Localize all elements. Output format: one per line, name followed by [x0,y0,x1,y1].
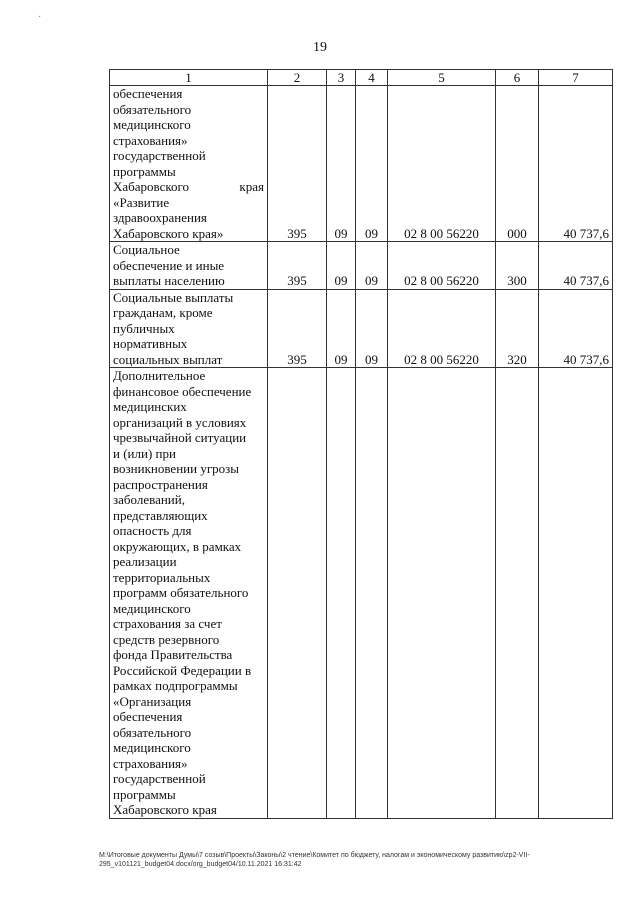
code-cell: 395 [268,86,327,242]
target-article-cell [388,368,496,819]
row-name-line: опасность для [113,523,192,538]
row-name-line: страхования за счет [113,616,222,631]
row-name-cell [110,86,268,242]
table-row [110,368,613,819]
section-cell: 09 [327,242,356,290]
table-row [110,289,613,368]
code-cell: 395 [268,242,327,290]
row-name-line: нормативных [113,336,188,351]
header-col-7: 7 [539,70,613,86]
row-name-line: средств резервного [113,631,220,647]
row-name-line: публичных [113,320,175,336]
amount-cell: 40 737,6 [539,86,613,242]
table-body [110,86,613,819]
row-name-line: Хабаровского края «Развитие [113,179,264,210]
row-name-line: «Организация [113,693,192,709]
section-cell: 09 [327,86,356,242]
expense-type-cell: 320 [496,289,539,368]
expense-type-cell [496,368,539,819]
header-col-1: 1 [110,70,268,86]
budget-table [109,69,613,819]
row-name-line: заболеваний, [113,492,185,507]
row-name-line: Хабаровского края» [113,225,224,241]
header-col-4: 4 [356,70,388,86]
expense-type-cell: 000 [496,86,539,242]
row-name-line: возникновении угрозы [113,461,240,476]
row-name-cell [110,242,268,290]
amount-cell: 40 737,6 [539,242,613,290]
row-name-line: окружающих, в рамках [113,538,242,554]
row-name-line: медицинского [113,600,191,616]
row-name-line: обеспечения [113,709,183,724]
row-name-line: Российской Федерации в [113,662,252,678]
row-name-line: выплаты населению [113,273,225,288]
row-name-line: государственной [113,771,206,786]
subsection-cell: 09 [356,86,388,242]
row-name-line: Социальное [113,242,180,257]
row-name-line: представляющих [113,507,208,523]
row-name-line: чрезвычайной ситуации [113,430,247,445]
row-name-line: реализации [113,554,177,569]
row-name-cell [110,368,268,819]
row-name-line: фонда Правительства [113,647,233,662]
row-name-line: обязательного [113,101,192,117]
header-col-5: 5 [388,70,496,86]
row-name-line: Хабаровского края [113,802,217,817]
target-article-cell: 02 8 00 56220 [388,86,496,242]
section-cell [327,368,356,819]
amount-cell [539,368,613,819]
row-name-line: и (или) при [113,445,176,461]
subsection-cell: 09 [356,289,388,368]
amount-cell: 40 737,6 [539,289,613,368]
row-name-cell [110,289,268,368]
header-col-3: 3 [327,70,356,86]
page-number: 19 [313,40,327,55]
row-name-line: страхования» [113,755,188,771]
section-cell: 09 [327,289,356,368]
row-name-line: распространения [113,476,208,492]
row-name-line: медицинского [113,117,191,132]
row-name-line: гражданам, кроме [113,305,213,320]
header-col-2: 2 [268,70,327,86]
row-name-line: рамках подпрограммы [113,678,238,693]
table-row [110,86,613,242]
margin-mark: · [38,12,42,23]
row-name-line: финансовое обеспечение [113,383,252,399]
row-name-line: социальных выплат [113,351,223,367]
header-row [110,70,613,86]
row-name-line: программы [113,786,176,802]
row-name-line: программ обязательного [113,585,249,600]
target-article-cell: 02 8 00 56220 [388,242,496,290]
expense-type-cell: 300 [496,242,539,290]
row-name-line: Дополнительное [113,368,206,383]
row-name-line: Социальные выплаты [113,289,234,305]
row-name-line: обязательного [113,724,192,740]
subsection-cell [356,368,388,819]
row-name-line: программы [113,163,176,179]
row-name-line: обеспечение и иные [113,257,225,273]
row-name-line: медицинского [113,740,191,755]
row-name-line: обеспечения [113,86,183,101]
footer-file-path: M:\Итоговые документы Думы\7 созыв\Проекты\Законы\2 чтение\Комитет по бюджету, налогам и экономическому развитию\zp2-VII-295_v101121_budget04.docx/org_budget04/10.11.2021 16:31:42 [99,852,530,868]
code-cell [268,368,327,819]
row-name-line: здравоохранения [113,210,207,225]
subsection-cell: 09 [356,242,388,290]
table-row [110,242,613,290]
row-name-line: государственной [113,148,206,163]
row-name-line: страхования» [113,132,188,148]
row-name-line: территориальных [113,569,211,585]
row-name-line: организаций в условиях [113,414,247,430]
target-article-cell: 02 8 00 56220 [388,289,496,368]
row-name-line: медицинских [113,399,187,414]
code-cell: 395 [268,289,327,368]
header-col-6: 6 [496,70,539,86]
